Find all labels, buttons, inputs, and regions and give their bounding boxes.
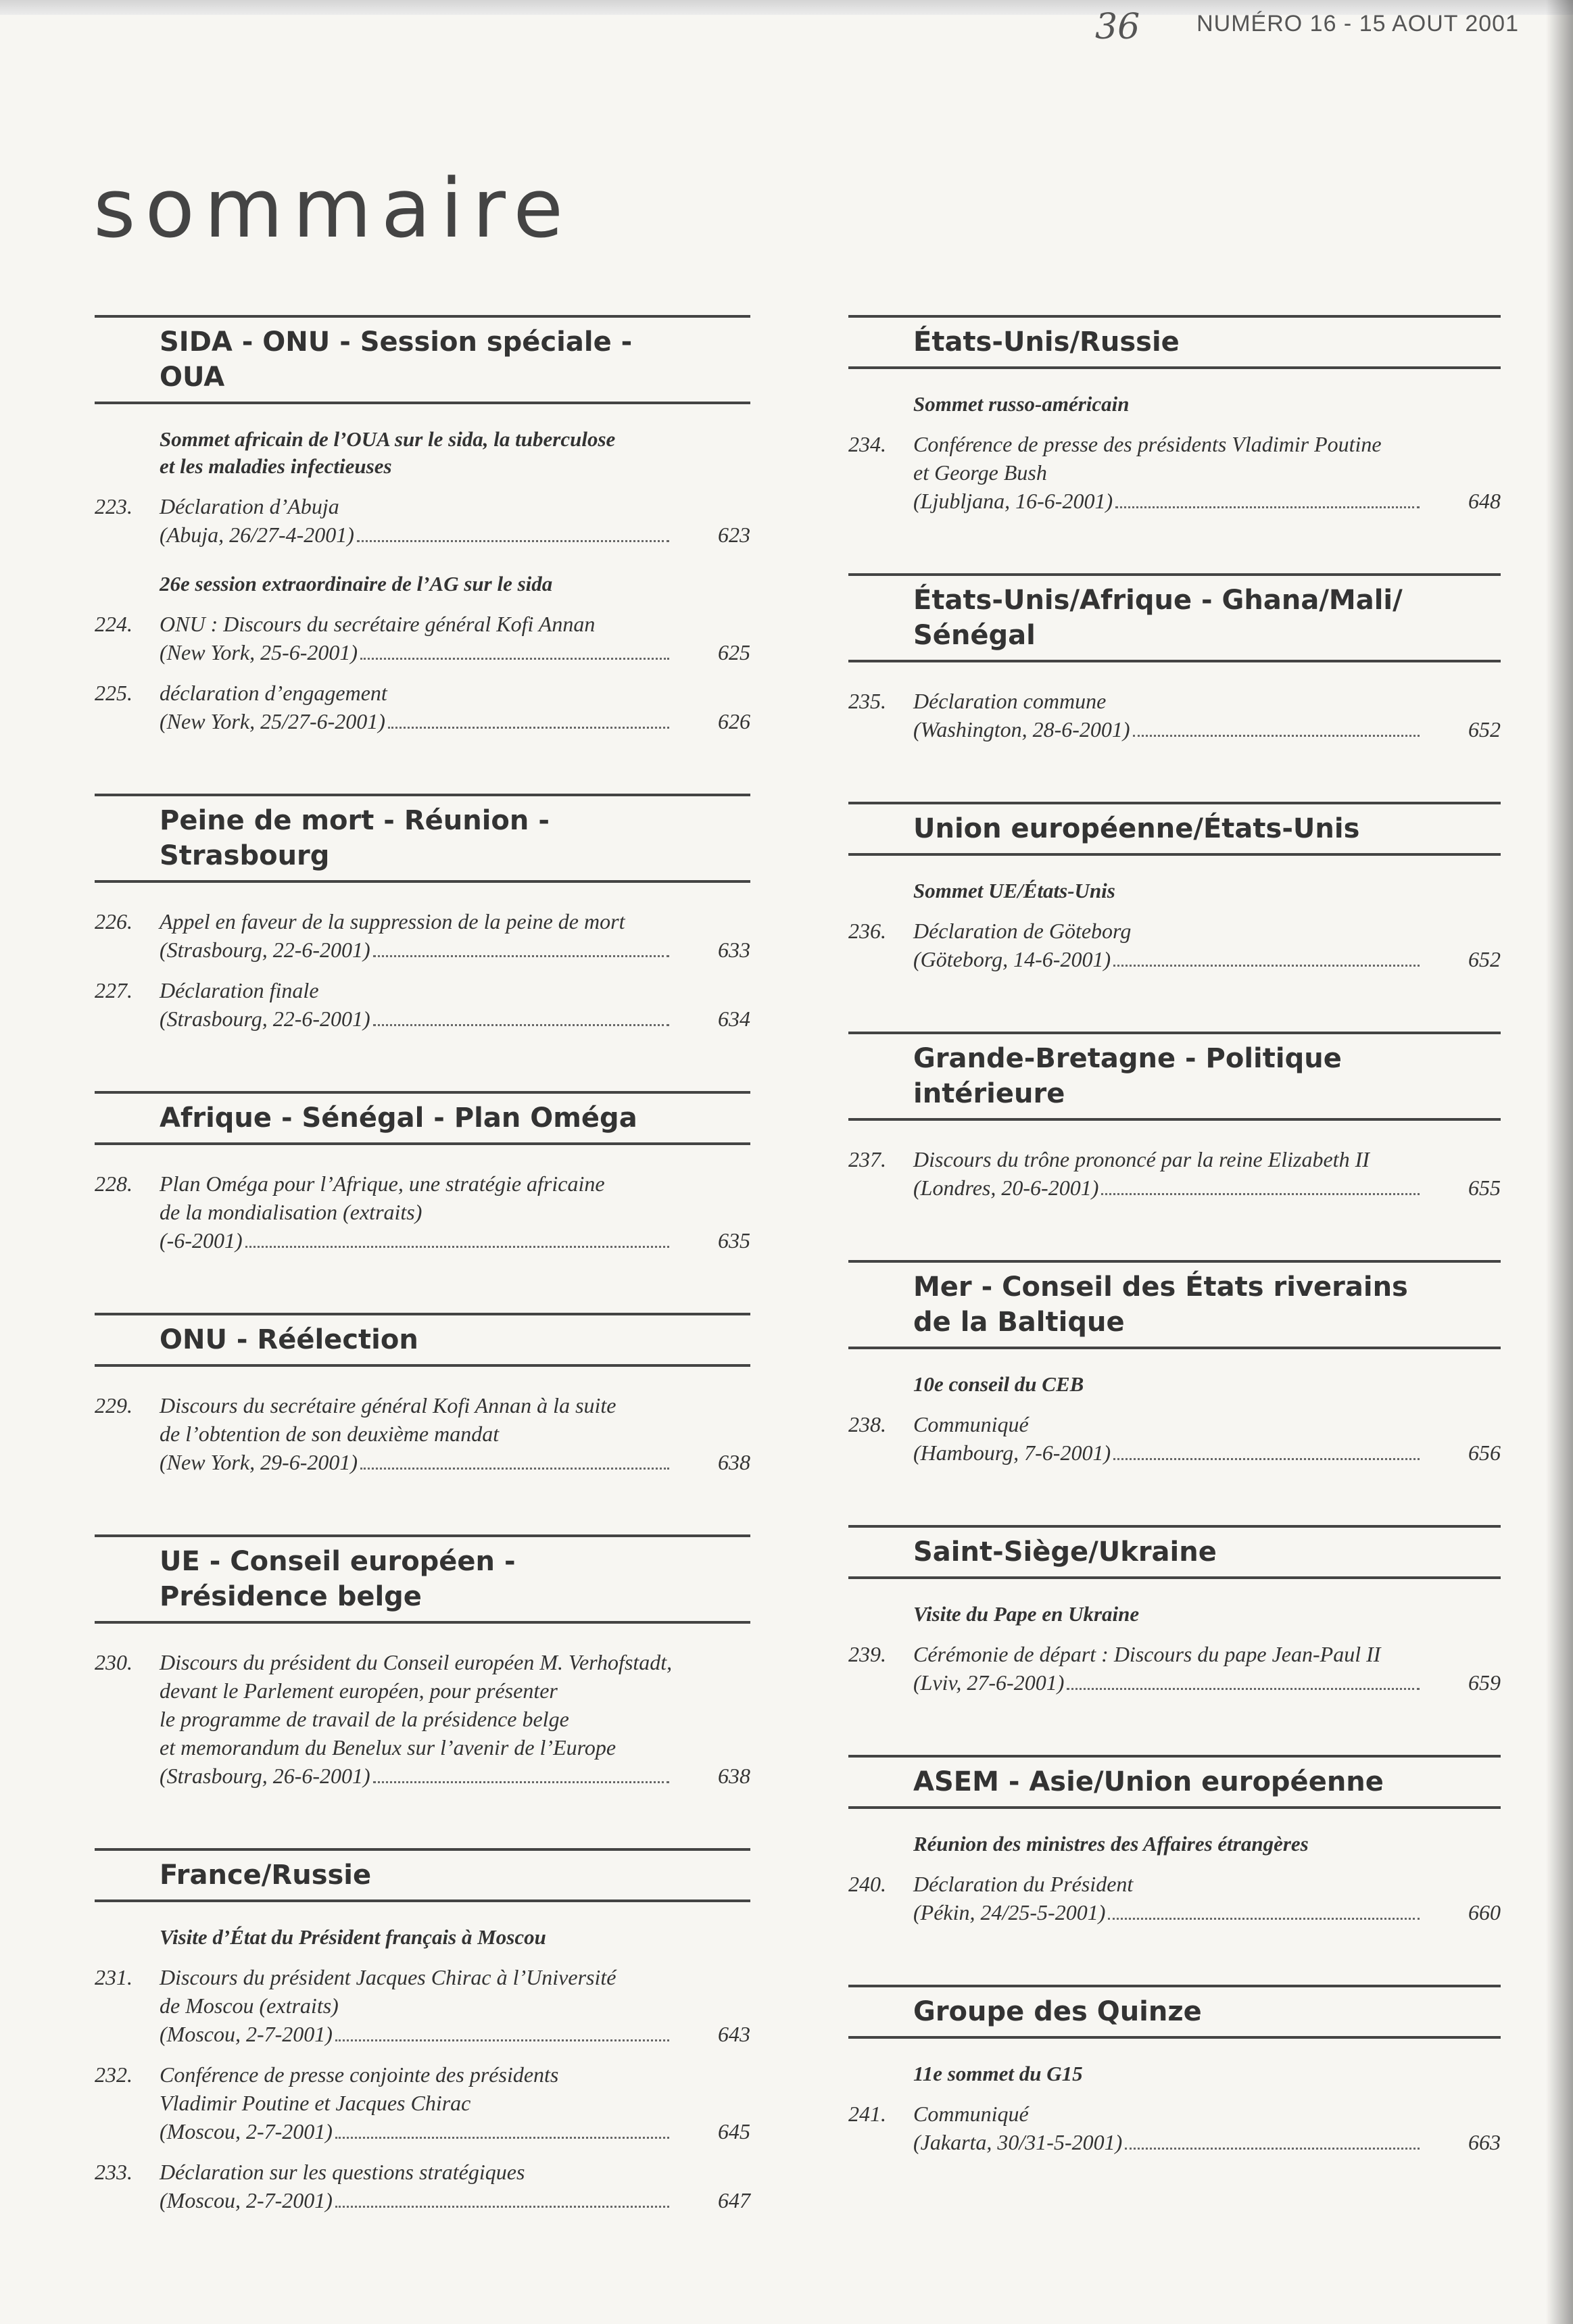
toc-entry[interactable] <box>848 1640 1501 1697</box>
entry-text <box>913 1870 1501 1927</box>
issue-label: NUMÉRO 16 - 15 AOUT 2001 <box>1196 11 1519 37</box>
entry-line: (Göteborg, 14-6-2001) <box>913 945 1426 973</box>
entry-text <box>913 1640 1501 1697</box>
dot-leader <box>373 1781 669 1783</box>
entry-line: Communiqué <box>913 2102 1029 2126</box>
entry-line: Conférence de presse des présidents Vladimir Poutine <box>913 432 1382 456</box>
toc-entry[interactable] <box>848 687 1501 744</box>
entry-line: (Hambourg, 7-6-2001) <box>913 1438 1426 1467</box>
toc-entry[interactable] <box>95 1391 750 1476</box>
entry-number: 233. <box>95 2160 132 2184</box>
section-heading-line: Peine de mort - Réunion - <box>160 805 550 836</box>
entry-line: (Strasbourg, 22-6-2001) <box>160 1004 676 1033</box>
entry-line: de la mondialisation (extraits) <box>160 1200 422 1224</box>
entry-text <box>913 917 1501 973</box>
page-edge-shadow <box>1546 0 1573 2324</box>
entry-page-number: 647 <box>718 2188 750 2212</box>
toc-entry[interactable] <box>848 1410 1501 1467</box>
right-column <box>848 315 1501 2214</box>
dot-leader <box>1101 1193 1420 1195</box>
dot-leader <box>1067 1688 1420 1690</box>
section-heading-line: Mer - Conseil des États riverains <box>913 1272 1408 1303</box>
toc-entry[interactable] <box>95 2158 750 2214</box>
section-heading-line: de la Baltique <box>913 1307 1125 1338</box>
subsection-title-line: Visite d’État du Président français à Moscou <box>160 1925 546 1949</box>
subsection-title <box>913 2060 1501 2087</box>
entry-line: et George Bush <box>913 460 1047 485</box>
entry-text <box>913 1410 1501 1467</box>
entry-page-number: 633 <box>718 938 750 962</box>
subsection-title <box>913 1831 1501 1858</box>
entry-line: Appel en faveur de la suppression de la peine de mort <box>160 909 625 934</box>
dot-leader <box>357 540 669 542</box>
entry-page-number: 648 <box>1468 489 1501 513</box>
entry-page-number: 645 <box>718 2119 750 2144</box>
entry-line: (-6-2001) <box>160 1226 676 1255</box>
toc-entry[interactable] <box>95 976 750 1033</box>
entry-page-number: 634 <box>718 1007 750 1031</box>
entry-number: 232. <box>95 2062 132 2087</box>
subsection-title-line: Sommet africain de l’OUA sur le sida, la tuberculose <box>160 427 616 451</box>
entry-line: (Moscou, 2-7-2001) <box>160 2117 676 2146</box>
section-heading-line: UE - Conseil européen - <box>160 1546 516 1577</box>
subsection-title <box>160 1924 750 1951</box>
entry-text <box>160 907 750 964</box>
toc-section <box>95 1848 750 2214</box>
entry-page-number: 652 <box>1468 947 1501 971</box>
entry-line: (New York, 29-6-2001) <box>160 1448 676 1476</box>
entry-text <box>913 2100 1501 2156</box>
entry-number: 224. <box>95 612 132 636</box>
entry-line: Conférence de presse conjointe des présidents <box>160 2062 559 2087</box>
entry-page-number: 638 <box>718 1450 750 1474</box>
entry-number: 240. <box>848 1872 886 1896</box>
toc-entry[interactable] <box>848 2100 1501 2156</box>
entry-page-number: 656 <box>1468 1441 1501 1465</box>
section-heading-line: Union européenne/États-Unis <box>913 813 1360 844</box>
section-heading <box>848 1032 1501 1121</box>
entry-line: (Pékin, 24/25-5-2001) <box>913 1898 1426 1927</box>
dot-leader <box>335 2206 669 2208</box>
entry-line: (Moscou, 2-7-2001) <box>160 2186 676 2214</box>
entry-text <box>160 2060 750 2146</box>
entry-line: Déclaration finale <box>160 978 319 1002</box>
toc-section <box>848 1032 1501 1202</box>
entry-line: (Ljubljana, 16-6-2001) <box>913 487 1426 515</box>
entry-line: Discours du secrétaire général Kofi Annan à la suite <box>160 1393 616 1418</box>
entry-line: (Jakarta, 30/31-5-2001) <box>913 2128 1426 2156</box>
toc-entry[interactable] <box>95 610 750 667</box>
entry-text <box>160 1648 750 1790</box>
subsection-title <box>160 571 750 598</box>
toc-section <box>848 1260 1501 1467</box>
dot-leader <box>1125 2148 1420 2150</box>
entry-page-number: 626 <box>718 709 750 733</box>
dot-leader <box>335 2137 669 2139</box>
dot-leader <box>1115 506 1420 508</box>
dot-leader <box>245 1246 669 1248</box>
section-heading-line: Grande-Bretagne - Politique <box>913 1043 1342 1074</box>
entry-text <box>160 976 750 1033</box>
entry-number: 235. <box>848 689 886 713</box>
entry-page-number: 663 <box>1468 2130 1501 2154</box>
entry-number: 230. <box>95 1650 132 1674</box>
entry-text <box>913 1145 1501 1202</box>
section-heading-line: Sénégal <box>913 620 1036 651</box>
entry-line: Vladimir Poutine et Jacques Chirac <box>160 2091 471 2115</box>
section-heading <box>848 1985 1501 2039</box>
toc-entry[interactable] <box>95 679 750 735</box>
entry-page-number: 625 <box>718 640 750 664</box>
entry-text <box>160 679 750 735</box>
section-heading <box>848 573 1501 662</box>
dot-leader <box>1113 1458 1420 1460</box>
entry-number: 239. <box>848 1642 886 1666</box>
entry-line: et memorandum du Benelux sur l’avenir de l’Europe <box>160 1735 616 1760</box>
entry-line: Cérémonie de départ : Discours du pape Jean-Paul II <box>913 1642 1381 1666</box>
toc-entry[interactable] <box>848 1870 1501 1927</box>
toc-entry[interactable] <box>95 1648 750 1790</box>
entry-line: déclaration d’engagement <box>160 681 387 705</box>
entry-line: (Strasbourg, 22-6-2001) <box>160 936 676 964</box>
section-heading <box>95 1534 750 1624</box>
dot-leader <box>1133 735 1420 737</box>
entry-page-number: 638 <box>718 1764 750 1788</box>
entry-line: Communiqué <box>913 1412 1029 1436</box>
entry-line: ONU : Discours du secrétaire général Kofi Annan <box>160 612 596 636</box>
section-heading-line: États-Unis/Afrique - Ghana/Mali/ <box>913 585 1403 616</box>
entry-text <box>160 2158 750 2214</box>
entry-number: 225. <box>95 681 132 705</box>
toc-section <box>848 1985 1501 2156</box>
toc-entry[interactable] <box>95 492 750 549</box>
entry-number: 241. <box>848 2102 886 2126</box>
dot-leader <box>388 727 669 729</box>
toc-entry[interactable] <box>95 1963 750 2048</box>
entry-number: 237. <box>848 1147 886 1171</box>
section-heading-line: États-Unis/Russie <box>913 326 1180 358</box>
toc-section <box>848 802 1501 973</box>
subsection-title-line: Visite du Pape en Ukraine <box>913 1602 1140 1626</box>
subsection-title <box>160 426 750 480</box>
entry-text <box>160 1963 750 2048</box>
section-heading <box>848 315 1501 369</box>
entry-line: Déclaration de Göteborg <box>913 919 1132 943</box>
subsection-title-line: 10e conseil du CEB <box>913 1372 1084 1396</box>
entry-line: Discours du président Jacques Chirac à l’Université <box>160 1965 616 1989</box>
subsection-title <box>913 877 1501 904</box>
section-heading-line: Présidence belge <box>160 1581 422 1612</box>
toc-section <box>95 1091 750 1255</box>
toc-entry[interactable] <box>95 2060 750 2146</box>
entry-number: 226. <box>95 909 132 934</box>
dot-leader <box>360 1468 669 1470</box>
section-heading-line: Afrique - Sénégal - Plan Oméga <box>160 1103 637 1134</box>
dot-leader <box>360 658 669 660</box>
entry-line: Discours du président du Conseil européen M. Verhofstadt, <box>160 1650 673 1674</box>
toc-section <box>848 1755 1501 1927</box>
entry-page-number: 652 <box>1468 717 1501 742</box>
entry-line: Déclaration d’Abuja <box>160 494 339 518</box>
entry-line: de l’obtention de son deuxième mandat <box>160 1422 500 1446</box>
entry-page-number: 643 <box>718 2022 750 2046</box>
section-heading-line: intérieure <box>913 1078 1065 1109</box>
toc-section <box>848 315 1501 515</box>
left-column <box>95 315 750 2273</box>
entry-number: 236. <box>848 919 886 943</box>
dot-leader <box>373 1024 669 1026</box>
dot-leader <box>1108 1918 1420 1920</box>
entry-line: (New York, 25/27-6-2001) <box>160 707 676 735</box>
section-heading <box>848 802 1501 856</box>
entry-text <box>913 687 1501 744</box>
subsection-title <box>913 1601 1501 1628</box>
dot-leader <box>335 2039 669 2041</box>
toc-section <box>95 315 750 735</box>
entry-text <box>160 610 750 667</box>
entry-number: 231. <box>95 1965 132 1989</box>
section-heading-line: Groupe des Quinze <box>913 1996 1202 2027</box>
entry-text <box>160 492 750 549</box>
toc-entry[interactable] <box>848 1145 1501 1202</box>
entry-page-number: 659 <box>1468 1670 1501 1695</box>
toc-entry[interactable] <box>848 917 1501 973</box>
entry-line: Déclaration du Président <box>913 1872 1134 1896</box>
section-heading <box>95 1848 750 1902</box>
toc-section <box>95 794 750 1033</box>
section-heading <box>95 1313 750 1367</box>
entry-text <box>160 1169 750 1255</box>
handwritten-page-number: 36 <box>1095 7 1140 47</box>
subsection-title-line: Réunion des ministres des Affaires étrangères <box>913 1832 1309 1856</box>
subsection-title-line: 11e sommet du G15 <box>913 2062 1083 2085</box>
section-heading-line: France/Russie <box>160 1860 372 1891</box>
entry-number: 228. <box>95 1171 132 1196</box>
entry-line: le programme de travail de la présidence belge <box>160 1707 569 1731</box>
entry-page-number: 623 <box>718 523 750 547</box>
subsection-title <box>913 391 1501 418</box>
entry-number: 238. <box>848 1412 886 1436</box>
entry-line: Déclaration sur les questions stratégiques <box>160 2160 525 2184</box>
entry-number: 223. <box>95 494 132 518</box>
toc-section <box>848 1525 1501 1697</box>
subsection-title-line: 26e session extraordinaire de l’AG sur le sida <box>160 572 553 596</box>
section-heading-line: SIDA - ONU - Session spéciale - <box>160 326 633 358</box>
toc-entry[interactable] <box>95 1169 750 1255</box>
toc-section <box>848 573 1501 744</box>
subsection-title <box>913 1371 1501 1398</box>
section-heading-line: Saint-Siège/Ukraine <box>913 1536 1217 1568</box>
section-heading-line: OUA <box>160 362 225 393</box>
entry-line: Plan Oméga pour l’Afrique, une stratégie africaine <box>160 1171 605 1196</box>
section-heading <box>848 1755 1501 1809</box>
section-heading-line: ASEM - Asie/Union européenne <box>913 1766 1384 1797</box>
section-heading-line: Strasbourg <box>160 840 330 871</box>
dot-leader <box>1113 965 1420 967</box>
section-heading <box>848 1525 1501 1579</box>
entry-line: Discours du trône prononcé par la reine Elizabeth II <box>913 1147 1370 1171</box>
entry-line: (Strasbourg, 26-6-2001) <box>160 1762 676 1790</box>
entry-page-number: 660 <box>1468 1900 1501 1924</box>
entry-number: 234. <box>848 432 886 456</box>
entry-text <box>160 1391 750 1476</box>
section-heading <box>848 1260 1501 1349</box>
subsection-title-line: Sommet UE/États-Unis <box>913 879 1115 902</box>
section-heading <box>95 794 750 883</box>
subsection-title-line: Sommet russo-américain <box>913 392 1130 416</box>
section-heading-line: ONU - Réélection <box>160 1324 418 1355</box>
entry-line: (Lviv, 27-6-2001) <box>913 1668 1426 1697</box>
entry-line: (Washington, 28-6-2001) <box>913 715 1426 744</box>
entry-line: Déclaration commune <box>913 689 1107 713</box>
entry-line: (Moscou, 2-7-2001) <box>160 2020 676 2048</box>
entry-page-number: 635 <box>718 1228 750 1253</box>
entry-text <box>913 430 1501 515</box>
toc-section <box>95 1534 750 1790</box>
section-heading <box>95 1091 750 1145</box>
entry-number: 229. <box>95 1393 132 1418</box>
toc-section <box>95 1313 750 1476</box>
toc-entry[interactable] <box>848 430 1501 515</box>
dot-leader <box>373 955 669 957</box>
subsection-title-line: et les maladies infectieuses <box>160 454 392 478</box>
entry-number: 227. <box>95 978 132 1002</box>
entry-line: (New York, 25-6-2001) <box>160 638 676 667</box>
entry-line: (Abuja, 26/27-4-2001) <box>160 521 676 549</box>
entry-page-number: 655 <box>1468 1176 1501 1200</box>
section-heading <box>95 315 750 404</box>
entry-line: (Londres, 20-6-2001) <box>913 1173 1426 1202</box>
toc-entry[interactable] <box>95 907 750 964</box>
entry-line: devant le Parlement européen, pour présenter <box>160 1678 558 1703</box>
page-title: sommaire <box>93 162 573 256</box>
entry-line: de Moscou (extraits) <box>160 1993 339 2018</box>
